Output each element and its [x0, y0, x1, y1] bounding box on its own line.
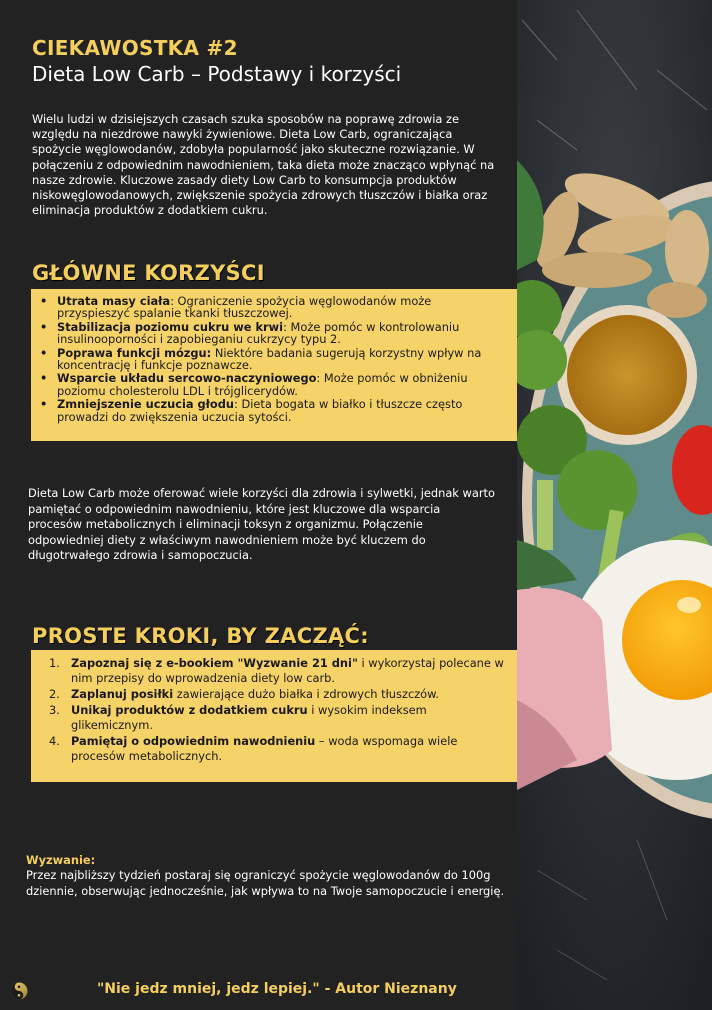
- benefit-title: Utrata masy ciała: [57, 294, 171, 308]
- bullet-icon: •: [40, 371, 48, 386]
- step-item: [49, 656, 507, 686]
- steps-heading: PROSTE KROKI, BY ZACZĄĆ:: [32, 624, 369, 648]
- benefit-title: Stabilizacja poziomu cukru we krwi: [57, 319, 284, 334]
- benefit-text: Ograniczenie spożycia węglowodanów może przyspieszyć spalanie tkanki tłuszczowej.: [57, 294, 432, 321]
- benefit-item: [40, 345, 507, 373]
- separator: :: [170, 294, 178, 308]
- benefit-item: [40, 397, 507, 424]
- separator: :: [316, 371, 324, 386]
- step-number: 1.: [49, 656, 60, 670]
- benefit-text: Niektóre badania sugerują korzystny wpływ na koncentrację i funkcje poznawcze.: [57, 345, 482, 373]
- challenge-label: Wyzwanie:: [26, 853, 96, 867]
- step-text: – woda wspomaga wiele procesów metabolicznych.: [71, 734, 458, 763]
- page-title: Dieta Low Carb – Podstawy i korzyści: [32, 62, 402, 86]
- food-illustration: [517, 0, 712, 1010]
- bullet-icon: •: [40, 319, 48, 334]
- benefit-text: Dieta bogata w białko i tłuszcze często prowadzi do zwiększenia uczucia sytości.: [57, 397, 463, 424]
- benefit-title: Wsparcie układu sercowo-naczyniowego: [57, 371, 317, 386]
- step-item: [49, 687, 507, 702]
- step-text: i wysokim indeksem glikemicznym.: [71, 703, 427, 732]
- food-photo: [517, 0, 712, 1010]
- step-number: 4.: [49, 734, 60, 748]
- challenge-text: Przez najbliższy tydzień postaraj się ograniczyć spożycie węglowodanów do 100g dziennie, obserwując jednocześnie, jak wpływa to na Twoje samopoczucie i energię.: [26, 868, 505, 898]
- step-number: 3.: [49, 703, 60, 717]
- benefit-text: Może pomóc w obniżeniu poziomu cholesterolu LDL i trójglicerydów.: [57, 371, 468, 398]
- page-kicker: CIEKAWOSTKA #2: [32, 36, 238, 60]
- steps-box: [31, 650, 517, 782]
- bullet-icon: •: [40, 294, 48, 308]
- step-item: [49, 734, 507, 764]
- intro-paragraph: Wielu ludzi w dzisiejszych czasach szuka sposobów na poprawę zdrowia ze względu na niezdrowe nawyki żywieniowe. Dieta Low Carb, ograniczająca spożycie węglowodanów, zdobyła popularność jako skuteczne rozwiązanie. W połączeniu z odpowiednim nawodnieniem, taka dieta może znacząco wpłynąć na nasze zdrowie. Kluczowe zasady diety Low Carb to konsumpcja produktów niskowęglowodanowych, zwiększenie spożycia zdrowych tłuszczów i białka oraz eliminacja produktów z dodatkiem cukru.: [32, 112, 495, 218]
- benefit-item: [40, 319, 507, 347]
- benefits-heading: GŁÓWNE KORZYŚCI: [32, 261, 265, 285]
- hydration-paragraph: Dieta Low Carb może oferować wiele korzyści dla zdrowia i sylwetki, jednak warto pamiętać o odpowiednim nawodnieniu, które jest kluczowe dla wsparcia procesów metabolicznych i eliminacji toksyn z organizmu. Połączenie odpowiedniej diety z właściwym nawodnieniem może być kluczem do długotrwałego zdrowia i samopoczucia.: [28, 486, 495, 562]
- benefits-list: [40, 294, 507, 424]
- separator: :: [283, 319, 291, 334]
- step-title: Zapoznaj się z e-bookiem "Wyzwanie 21 dni": [71, 656, 358, 670]
- benefit-title: Poprawa funkcji mózgu:: [57, 345, 212, 360]
- benefit-item: [40, 371, 507, 398]
- step-title: Unikaj produktów z dodatkiem cukru: [71, 703, 308, 717]
- benefit-text: Może pomóc w kontrolowaniu insulinooporności i zapobieganiu cukrzycy typu 2.: [57, 319, 460, 347]
- bullet-icon: •: [40, 345, 48, 360]
- footer-quote: "Nie jedz mniej, jedz lepiej." - Autor Nieznany: [97, 981, 457, 997]
- benefit-item: [40, 294, 507, 321]
- separator: :: [234, 397, 242, 412]
- step-item: [49, 703, 507, 733]
- bullet-icon: •: [40, 397, 48, 412]
- yin-yang-icon: [10, 982, 28, 1000]
- benefits-box: [31, 289, 517, 441]
- step-number: 2.: [49, 687, 60, 701]
- step-title: Zaplanuj posiłki: [71, 687, 174, 701]
- step-text: zawierające dużo białka i zdrowych tłuszczów.: [173, 687, 440, 701]
- step-title: Pamiętaj o odpowiednim nawodnieniu: [71, 734, 316, 748]
- steps-list: [49, 656, 507, 764]
- benefit-title: Zmniejszenie uczucia głodu: [57, 397, 234, 412]
- step-text: i wykorzystaj polecane w nim przepisy do wprowadzenia diety low carb.: [71, 656, 504, 685]
